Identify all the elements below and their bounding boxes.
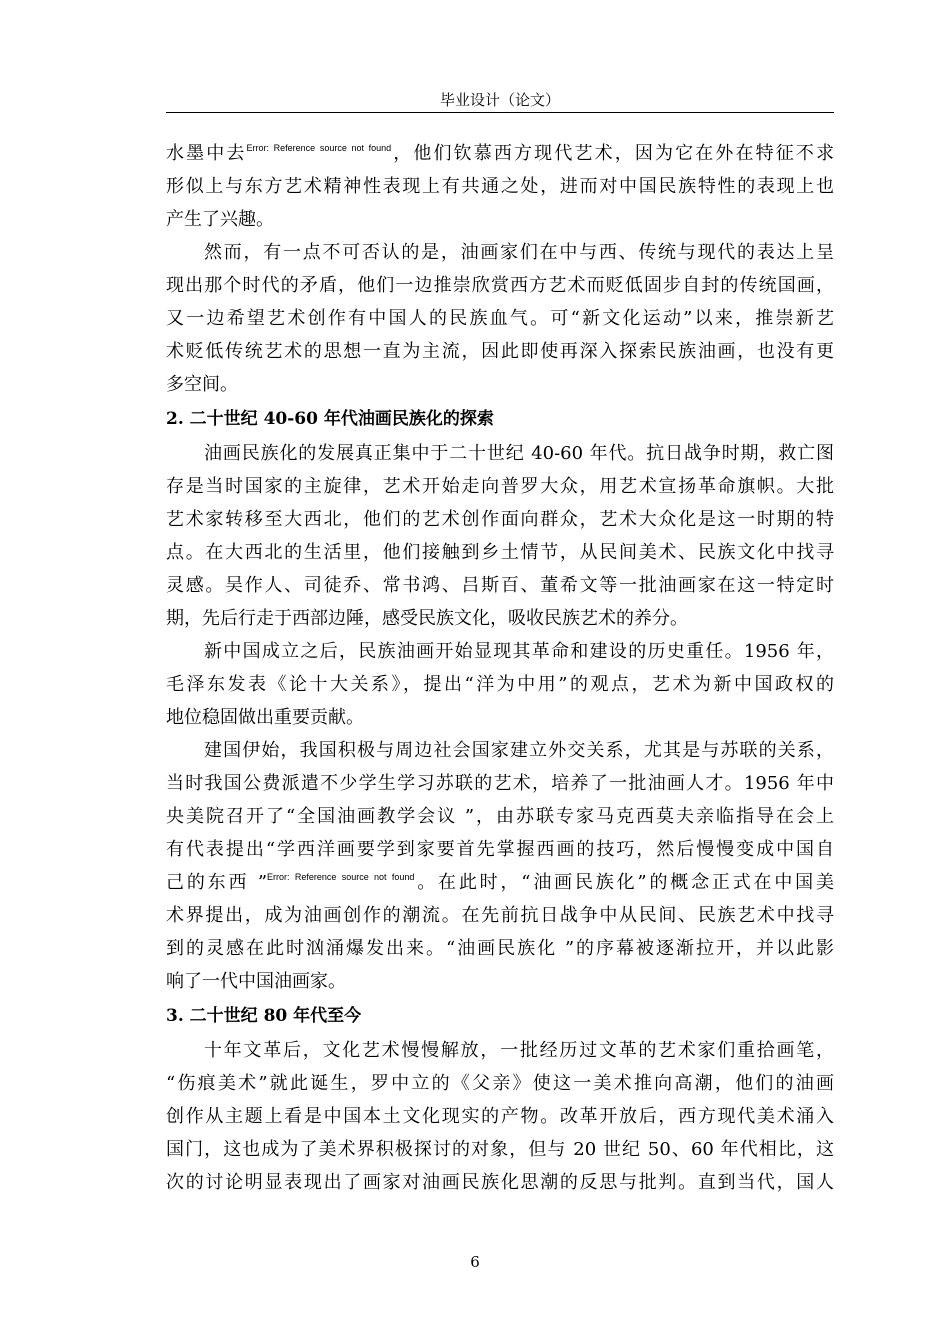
- text-line: 新中国成立之后，民族油画开始显现其革命和建设的历史重任。1956 年，: [204, 641, 834, 662]
- text-line: 建国伊始，我国积极与周边社会国家建立外交关系，尤其是与苏联的关系，: [204, 740, 834, 761]
- text-line: 己的东西 ”$^{Error: Reference source not found}$。在此时，“油画民族化”的概念正式在中国美: [166, 872, 834, 893]
- text-line: 油画民族化的发展真正集中于二十世纪 40-60 年代。抗日战争时期，救亡图: [204, 443, 834, 464]
- text-line: 次的讨论明显表现出了画家对油画民族化思潮的反思与批判。直到当代，国人: [166, 1172, 834, 1193]
- paragraph: [166, 437, 834, 635]
- text-line: 存是当时国家的主旋律，艺术开始走向普罗大众，用艺术宣扬革命旗帜。大批: [166, 476, 834, 497]
- text-line: 国门，这也成为了美术界积极探讨的对象，但与 20 世纪 50、60 年代相比，这: [166, 1139, 834, 1160]
- text-line: 水墨中去$^{Error: Reference source not found}$，他们钦慕西方现代艺术，因为它在外在特征不求: [166, 143, 835, 164]
- text-line: 多空间。: [166, 374, 238, 395]
- paragraph: [166, 1034, 834, 1199]
- text-line: 到的灵感在此时汹涌爆发出来。“油画民族化 ”的序幕被逐渐拉开，并以此影: [166, 938, 834, 959]
- document-body: [166, 137, 834, 1199]
- paragraph: [166, 734, 834, 998]
- text-line: 央美院召开了“全国油画教学会议 ”，由苏联专家马克西莫夫亲临指导在会上: [166, 806, 834, 827]
- text-line: 十年文革后，文化艺术慢慢解放，一批经历过文革的艺术家们重拾画笔，: [204, 1040, 834, 1061]
- text-line: 有代表提出“学西洋画要学到家要首先掌握西画的技巧，然后慢慢变成中国自: [166, 839, 834, 860]
- page-header: 毕业设计（论文）: [439, 91, 560, 109]
- paragraph: [166, 137, 834, 236]
- text-line: 地位稳固做出重要贡献。: [166, 707, 364, 728]
- text-line: 产生了兴趣。: [166, 209, 274, 230]
- text-line: 当时我国公费派遣不少学生学习苏联的艺术，培养了一批油画人才。1956 年中: [166, 773, 834, 794]
- paragraph: [166, 635, 834, 734]
- text-line: 响了一代中国油画家。: [166, 971, 346, 992]
- text-line: 又一边希望艺术创作有中国人的民族血气。可“新文化运动”以来，推崇新艺: [166, 308, 834, 329]
- page-number: 6: [470, 1253, 480, 1271]
- text-line: 术界提出，成为油画创作的潮流。在先前抗日战争中从民间、民族艺术中找寻: [166, 905, 834, 926]
- section-heading: 2. 二十世纪 40-60 年代油画民族化的探索: [166, 409, 494, 429]
- text-line: 点。在大西北的生活里，他们接触到乡土情节，从民间美术、民族文化中找寻: [166, 542, 834, 563]
- reference-error: Error: Reference source not found: [267, 872, 415, 882]
- text-line: 艺术家转移至大西北，他们的艺术创作面向群众，艺术大众化是这一时期的特: [166, 509, 834, 530]
- text-line: 术贬低传统艺术的思想一直为主流，因此即使再深入探索民族油画，也没有更: [166, 341, 834, 362]
- text-line: 现出那个时代的矛盾，他们一边推崇欣赏西方艺术而贬低固步自封的传统国画，: [166, 275, 834, 296]
- section-heading: 3. 二十世纪 80 年代至今: [166, 1006, 362, 1026]
- text-line: 灵感。吴作人、司徒乔、常书鸿、吕斯百、董希文等一批油画家在这一特定时: [166, 575, 834, 596]
- text-line: 然而，有一点不可否认的是，油画家们在中与西、传统与现代的表达上呈: [204, 242, 834, 263]
- text-line: 毛泽东发表《论十大关系》，提出“洋为中用”的观点，艺术为新中国政权的: [166, 674, 834, 695]
- paragraph: [166, 236, 834, 401]
- text-line: “伤痕美术”就此诞生，罗中立的《父亲》使这一美术推向高潮，他们的油画: [166, 1073, 834, 1094]
- header-divider: [166, 112, 834, 113]
- text-line: 创作从主题上看是中国本土文化现实的产物。改革开放后，西方现代美术涌入: [166, 1106, 834, 1127]
- reference-error: Error: Reference source not found: [246, 143, 392, 153]
- text-line: 期，先后行走于西部边陲，感受民族文化，吸收民族艺术的养分。: [166, 608, 688, 629]
- text-line: 形似上与东方艺术精神性表现上有共通之处，进而对中国民族特性的表现上也: [166, 176, 834, 197]
